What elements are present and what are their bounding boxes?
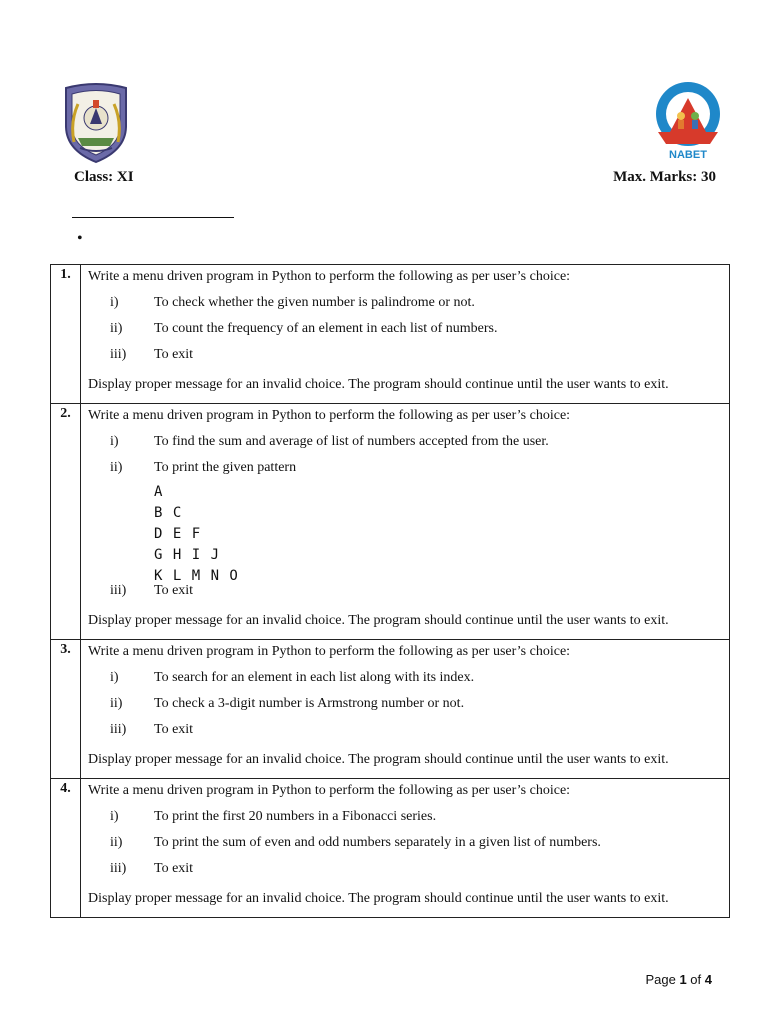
option-text: To exit bbox=[154, 347, 194, 362]
bullet-point: • bbox=[77, 230, 83, 247]
pattern-line: G H I J bbox=[154, 547, 221, 563]
option-numeral: iii) bbox=[110, 722, 127, 737]
pattern-line: D E F bbox=[154, 526, 202, 542]
option-text: To print the sum of even and odd numbers separately in a given list of numbers. bbox=[154, 835, 601, 850]
question-row bbox=[51, 265, 730, 404]
question-number: 2. bbox=[51, 404, 81, 640]
option-text: To print the given pattern bbox=[154, 460, 297, 475]
option-numeral: iii) bbox=[110, 583, 127, 598]
question-number: 4. bbox=[51, 779, 81, 918]
option-numeral: i) bbox=[110, 295, 119, 310]
option-numeral: iii) bbox=[110, 347, 127, 362]
option-numeral: ii) bbox=[110, 696, 123, 711]
option-item bbox=[88, 833, 723, 859]
total-pages: 4 bbox=[704, 972, 712, 987]
class-label: Class: XI bbox=[74, 169, 134, 185]
option-text: To exit bbox=[154, 722, 194, 737]
question-body bbox=[81, 640, 730, 779]
question-row bbox=[51, 404, 730, 640]
option-numeral: ii) bbox=[110, 460, 123, 475]
page-word: Page bbox=[645, 972, 676, 987]
question-title: Write a menu driven program in Python to perform the following as per user’s choice: bbox=[88, 644, 571, 659]
option-item bbox=[88, 458, 723, 484]
option-item bbox=[88, 432, 723, 458]
nabet-text: NABET bbox=[669, 149, 707, 161]
school-crest-icon bbox=[60, 82, 132, 164]
option-item bbox=[88, 293, 723, 319]
option-text: To search for an element in each list along with its index. bbox=[154, 670, 475, 685]
option-item bbox=[88, 694, 723, 720]
option-text: To check whether the given number is palindrome or not. bbox=[154, 295, 475, 310]
current-page: 1 bbox=[679, 972, 687, 987]
option-item bbox=[88, 859, 723, 885]
max-marks-label: Max. Marks: 30 bbox=[613, 169, 716, 185]
option-text: To find the sum and average of list of numbers accepted from the user. bbox=[154, 434, 549, 449]
question-number: 1. bbox=[51, 265, 81, 404]
letter-pattern bbox=[154, 482, 723, 587]
of-word: of bbox=[690, 972, 702, 987]
invalid-choice-note: Display proper message for an invalid choice. The program should continue until the user wants to exit. bbox=[88, 613, 669, 628]
invalid-choice-note: Display proper message for an invalid choice. The program should continue until the user wants to exit. bbox=[88, 377, 669, 392]
questions-table bbox=[50, 264, 730, 918]
question-number: 3. bbox=[51, 640, 81, 779]
option-item bbox=[88, 581, 723, 607]
question-title: Write a menu driven program in Python to perform the following as per user’s choice: bbox=[88, 269, 571, 284]
option-numeral: i) bbox=[110, 670, 119, 685]
question-body bbox=[81, 404, 730, 640]
question-title: Write a menu driven program in Python to perform the following as per user’s choice: bbox=[88, 408, 571, 423]
option-item bbox=[88, 720, 723, 746]
invalid-choice-note: Display proper message for an invalid choice. The program should continue until the user wants to exit. bbox=[88, 891, 669, 906]
pattern-line: K L M N O bbox=[154, 568, 239, 584]
option-text: To exit bbox=[154, 861, 194, 876]
nabet-quality-school-governance-icon bbox=[652, 80, 724, 162]
option-item bbox=[88, 668, 723, 694]
option-text: To check a 3-digit number is Armstrong number or not. bbox=[154, 696, 465, 711]
option-numeral: ii) bbox=[110, 321, 123, 336]
pattern-line: A bbox=[154, 484, 164, 500]
option-text: To count the frequency of an element in each list of numbers. bbox=[154, 321, 498, 336]
pattern-line: B C bbox=[154, 505, 183, 521]
question-body bbox=[81, 265, 730, 404]
question-title: Write a menu driven program in Python to perform the following as per user’s choice: bbox=[88, 783, 571, 798]
page-number bbox=[645, 972, 712, 987]
option-item bbox=[88, 345, 723, 371]
invalid-choice-note: Display proper message for an invalid choice. The program should continue until the user wants to exit. bbox=[88, 752, 669, 767]
blank-underline bbox=[72, 217, 234, 218]
option-text: To exit bbox=[154, 583, 194, 598]
option-item bbox=[88, 807, 723, 833]
option-numeral: iii) bbox=[110, 861, 127, 876]
question-row bbox=[51, 640, 730, 779]
nabet-logo bbox=[652, 80, 724, 162]
option-text: To print the first 20 numbers in a Fibonacci series. bbox=[154, 809, 437, 824]
school-crest-logo bbox=[60, 82, 132, 164]
question-row bbox=[51, 779, 730, 918]
option-numeral: ii) bbox=[110, 835, 123, 850]
option-item bbox=[88, 319, 723, 345]
option-numeral: i) bbox=[110, 809, 119, 824]
question-body bbox=[81, 779, 730, 918]
option-numeral: i) bbox=[110, 434, 119, 449]
